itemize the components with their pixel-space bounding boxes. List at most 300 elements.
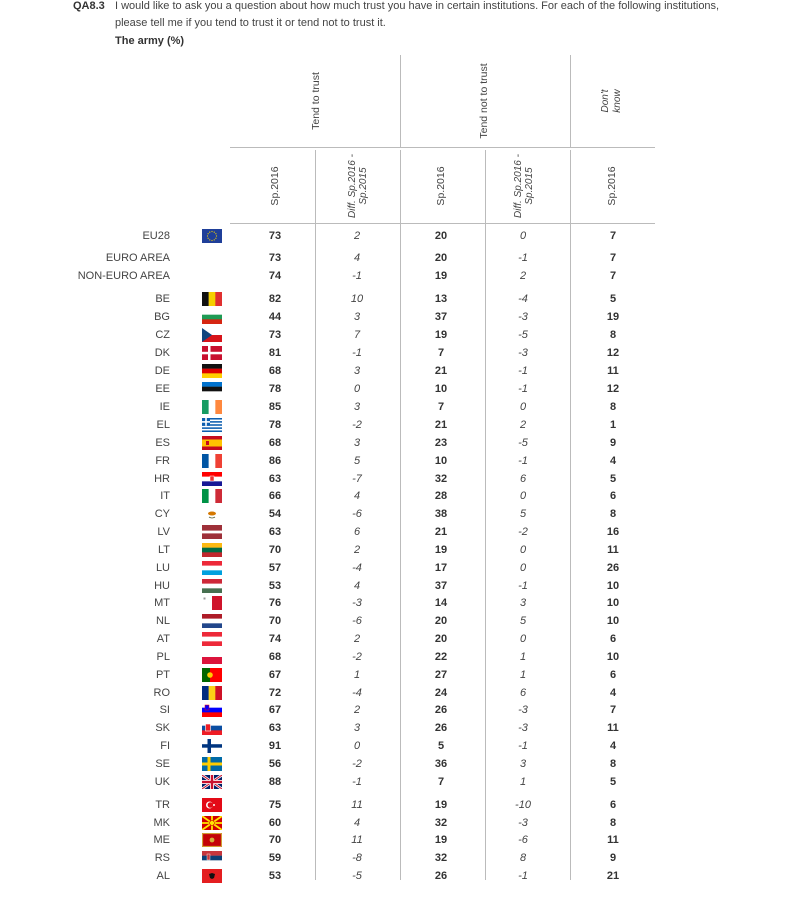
row-label: SK (155, 722, 170, 734)
table-row (0, 849, 795, 867)
flag-tr-icon (202, 798, 222, 812)
dont-know-sp2016: 5 (609, 293, 617, 305)
flag-lt-icon (202, 543, 222, 557)
table-row (0, 719, 795, 737)
question-text: I would like to ask you a question about how much trust you have in certain institutions. For each of the following institutions, please tell me if you tend to trust it or tend not to trust it. (115, 0, 720, 29)
not-trust-diff: -10 (515, 799, 531, 811)
dont-know-sp2016: 8 (609, 508, 617, 520)
row-label: PL (156, 651, 170, 663)
flag-lu-icon (202, 561, 222, 575)
trust-diff: 6 (353, 526, 361, 538)
trust-sp2016: 86 (268, 455, 282, 467)
dont-know-sp2016: 6 (609, 490, 617, 502)
row-label: MK (153, 817, 170, 829)
dont-know-sp2016: 7 (609, 252, 617, 264)
dont-know-sp2016: 6 (609, 799, 617, 811)
not-trust-diff: 6 (519, 473, 527, 485)
trust-diff: 2 (353, 633, 361, 645)
flag-el-icon (202, 418, 222, 432)
dont-know-sp2016: 6 (609, 669, 617, 681)
flag-cz-icon (202, 328, 222, 342)
header-sp2016: Sp.2016 (269, 166, 281, 206)
dont-know-sp2016: 4 (609, 687, 617, 699)
dont-know-sp2016: 4 (609, 740, 617, 752)
not-trust-sp2016: 38 (434, 508, 448, 520)
flag-at-icon (202, 632, 222, 646)
flag-se-icon (202, 757, 222, 771)
not-trust-sp2016: 19 (434, 544, 448, 556)
table-row (0, 541, 795, 559)
trust-diff: 4 (353, 817, 361, 829)
flag-it-icon (202, 489, 222, 503)
trust-sp2016: 85 (268, 401, 282, 413)
dont-know-sp2016: 10 (606, 651, 620, 663)
flag-rs-icon (202, 851, 222, 865)
question-id: QA8.3 (73, 0, 105, 12)
table-row (0, 594, 795, 612)
trust-sp2016: 78 (268, 383, 282, 395)
not-trust-diff: -3 (518, 311, 528, 323)
row-label: FR (155, 455, 170, 467)
dont-know-sp2016: 6 (609, 633, 617, 645)
flag-mt-icon (202, 596, 222, 610)
dont-know-sp2016: 26 (606, 562, 620, 574)
trust-diff: -2 (352, 651, 362, 663)
table-row (0, 612, 795, 630)
header-diff: Diff. Sp.2016 - Sp.2015 (513, 154, 535, 218)
row-label: EURO AREA (105, 252, 170, 264)
trust-diff: -1 (352, 347, 362, 359)
row-label: MT (154, 597, 170, 609)
table-row (0, 577, 795, 595)
flag-hr-icon (202, 472, 222, 486)
not-trust-sp2016: 7 (437, 401, 445, 413)
trust-diff: -1 (352, 776, 362, 788)
dont-know-sp2016: 21 (606, 870, 620, 882)
trust-sp2016: 67 (268, 704, 282, 716)
not-trust-sp2016: 7 (437, 347, 445, 359)
dont-know-sp2016: 16 (606, 526, 620, 538)
table-row (0, 470, 795, 488)
table-row (0, 362, 795, 380)
not-trust-sp2016: 24 (434, 687, 448, 699)
not-trust-sp2016: 23 (434, 437, 448, 449)
dont-know-sp2016: 8 (609, 401, 617, 413)
table-row (0, 267, 795, 285)
trust-diff: -1 (352, 270, 362, 282)
trust-diff: 3 (353, 311, 361, 323)
flag-eu-icon (202, 229, 222, 243)
table-row (0, 505, 795, 523)
not-trust-diff: -5 (518, 329, 528, 341)
row-label: AT (156, 633, 170, 645)
row-label: HU (154, 580, 170, 592)
not-trust-sp2016: 26 (434, 870, 448, 882)
not-trust-diff: -1 (518, 365, 528, 377)
row-label: DE (154, 365, 170, 377)
column-divider (400, 55, 401, 147)
trust-sp2016: 57 (268, 562, 282, 574)
not-trust-diff: 3 (519, 597, 527, 609)
trust-diff: 11 (351, 799, 363, 811)
trust-sp2016: 74 (268, 270, 282, 282)
not-trust-sp2016: 19 (434, 270, 448, 282)
trust-diff: 3 (353, 437, 361, 449)
not-trust-sp2016: 14 (434, 597, 448, 609)
not-trust-sp2016: 27 (434, 669, 448, 681)
header-sp2016: Sp.2016 (435, 166, 447, 206)
table-row (0, 867, 795, 885)
table-row (0, 701, 795, 719)
not-trust-diff: -1 (518, 740, 528, 752)
table-row (0, 559, 795, 577)
table-row (0, 380, 795, 398)
trust-sp2016: 68 (268, 365, 282, 377)
trust-sp2016: 74 (268, 633, 282, 645)
table-row (0, 416, 795, 434)
table-row (0, 523, 795, 541)
row-label: BE (155, 293, 170, 305)
not-trust-diff: -1 (518, 580, 528, 592)
not-trust-sp2016: 32 (434, 852, 448, 864)
table-row (0, 487, 795, 505)
trust-diff: -6 (352, 508, 362, 520)
not-trust-sp2016: 19 (434, 834, 448, 846)
flag-pt-icon (202, 668, 222, 682)
row-label: NL (155, 615, 170, 627)
not-trust-diff: -6 (518, 834, 528, 846)
dont-know-sp2016: 9 (609, 437, 617, 449)
not-trust-sp2016: 20 (434, 230, 448, 242)
row-label: NON-EURO AREA (77, 270, 170, 282)
flag-uk-icon (202, 775, 222, 789)
dont-know-sp2016: 5 (609, 776, 617, 788)
trust-sp2016: 63 (268, 526, 282, 538)
row-label: UK (154, 776, 170, 788)
trust-diff: -6 (352, 615, 362, 627)
dont-know-sp2016: 10 (606, 597, 620, 609)
not-trust-diff: 5 (519, 615, 527, 627)
not-trust-sp2016: 17 (434, 562, 448, 574)
row-label: IT (160, 490, 170, 502)
trust-sp2016: 68 (268, 437, 282, 449)
trust-diff: -4 (352, 562, 362, 574)
not-trust-sp2016: 5 (437, 740, 445, 752)
trust-sp2016: 53 (268, 870, 282, 882)
trust-diff: 0 (353, 740, 361, 752)
table-row (0, 666, 795, 684)
not-trust-diff: -3 (518, 722, 528, 734)
not-trust-diff: -3 (518, 817, 528, 829)
flag-be-icon (202, 292, 222, 306)
dont-know-sp2016: 1 (609, 419, 617, 431)
table-row (0, 684, 795, 702)
trust-diff: 5 (353, 455, 361, 467)
not-trust-sp2016: 7 (437, 776, 445, 788)
dont-know-sp2016: 8 (609, 817, 617, 829)
not-trust-sp2016: 20 (434, 633, 448, 645)
not-trust-diff: 6 (519, 687, 527, 699)
trust-sp2016: 73 (268, 329, 282, 341)
row-label: ES (155, 437, 170, 449)
trust-diff: 4 (353, 252, 361, 264)
not-trust-diff: 0 (519, 230, 527, 242)
table-row (0, 452, 795, 470)
not-trust-diff: 0 (519, 401, 527, 413)
not-trust-diff: -1 (518, 455, 528, 467)
dont-know-sp2016: 11 (607, 544, 619, 556)
flag-nl-icon (202, 614, 222, 628)
not-trust-diff: 2 (519, 270, 527, 282)
not-trust-sp2016: 19 (434, 799, 448, 811)
table-row (0, 755, 795, 773)
trust-diff: -2 (352, 758, 362, 770)
dont-know-sp2016: 7 (609, 704, 617, 716)
table-row (0, 398, 795, 416)
table-row (0, 630, 795, 648)
flag-dk-icon (202, 346, 222, 360)
row-label: CY (154, 508, 170, 520)
trust-sp2016: 66 (268, 490, 282, 502)
not-trust-sp2016: 22 (434, 651, 448, 663)
not-trust-diff: 0 (519, 490, 527, 502)
not-trust-diff: 5 (519, 508, 527, 520)
column-divider (570, 55, 571, 147)
trust-sp2016: 91 (268, 740, 282, 752)
not-trust-sp2016: 21 (434, 526, 448, 538)
trust-diff: -7 (352, 473, 362, 485)
not-trust-diff: 1 (519, 669, 527, 681)
trust-sp2016: 76 (268, 597, 282, 609)
trust-diff: 3 (353, 722, 361, 734)
header-rule (230, 147, 655, 148)
row-label: IE (159, 401, 170, 413)
trust-diff: 10 (350, 293, 364, 305)
table-row (0, 814, 795, 832)
dont-know-sp2016: 8 (609, 758, 617, 770)
table-row (0, 773, 795, 791)
trust-sp2016: 88 (268, 776, 282, 788)
trust-sp2016: 44 (268, 311, 282, 323)
header-rule (230, 223, 655, 224)
not-trust-sp2016: 32 (434, 473, 448, 485)
row-label: EE (155, 383, 170, 395)
flag-sk-icon (202, 721, 222, 735)
dont-know-sp2016: 11 (607, 722, 619, 734)
flag-lv-icon (202, 525, 222, 539)
table-subtitle: The army (%) (115, 35, 185, 47)
table-row (0, 290, 795, 308)
not-trust-sp2016: 20 (434, 252, 448, 264)
row-label: SE (155, 758, 170, 770)
dont-know-sp2016: 10 (606, 615, 620, 627)
row-label: HR (154, 473, 170, 485)
dont-know-sp2016: 12 (606, 383, 620, 395)
flag-me-icon (202, 833, 222, 847)
header-tend-to-trust: Tend to trust (310, 72, 322, 130)
row-label: RS (154, 852, 170, 864)
not-trust-sp2016: 20 (434, 615, 448, 627)
row-label: TR (155, 799, 170, 811)
table-row (0, 308, 795, 326)
flag-al-icon (202, 869, 222, 883)
dont-know-sp2016: 4 (609, 455, 617, 467)
not-trust-sp2016: 37 (434, 580, 448, 592)
trust-sp2016: 63 (268, 722, 282, 734)
row-label: EL (156, 419, 170, 431)
dont-know-sp2016: 12 (606, 347, 620, 359)
table-row (0, 227, 795, 245)
trust-sp2016: 70 (268, 834, 282, 846)
dont-know-sp2016: 11 (607, 834, 619, 846)
dont-know-sp2016: 7 (609, 230, 617, 242)
not-trust-sp2016: 10 (434, 455, 448, 467)
trust-diff: 1 (353, 669, 361, 681)
table-row (0, 249, 795, 267)
not-trust-diff: 1 (519, 651, 527, 663)
not-trust-sp2016: 28 (434, 490, 448, 502)
flag-cy-icon (202, 507, 222, 521)
row-label: SI (159, 704, 170, 716)
not-trust-diff: 2 (519, 419, 527, 431)
trust-sp2016: 54 (268, 508, 282, 520)
trust-diff: -3 (352, 597, 362, 609)
row-label: DK (154, 347, 170, 359)
dont-know-sp2016: 19 (606, 311, 620, 323)
header-sp2016: Sp.2016 (606, 166, 618, 206)
flag-si-icon (202, 703, 222, 717)
trust-diff: -8 (352, 852, 362, 864)
trust-diff: 2 (353, 230, 361, 242)
row-label: CZ (155, 329, 170, 341)
not-trust-diff: -4 (518, 293, 528, 305)
row-label: LT (157, 544, 170, 556)
trust-sp2016: 82 (268, 293, 282, 305)
trust-sp2016: 53 (268, 580, 282, 592)
not-trust-sp2016: 26 (434, 704, 448, 716)
dont-know-sp2016: 8 (609, 329, 617, 341)
dont-know-sp2016: 9 (609, 852, 617, 864)
row-label: EU28 (142, 230, 170, 242)
not-trust-sp2016: 36 (434, 758, 448, 770)
trust-sp2016: 60 (268, 817, 282, 829)
not-trust-diff: 3 (519, 758, 527, 770)
not-trust-diff: -3 (518, 347, 528, 359)
trust-diff: -5 (352, 870, 362, 882)
not-trust-diff: -2 (518, 526, 528, 538)
dont-know-sp2016: 11 (607, 365, 619, 377)
trust-diff: 4 (353, 580, 361, 592)
trust-sp2016: 70 (268, 544, 282, 556)
trust-sp2016: 72 (268, 687, 282, 699)
dont-know-sp2016: 5 (609, 473, 617, 485)
row-label: AL (156, 870, 170, 882)
row-label: PT (155, 669, 170, 681)
trust-diff: 0 (353, 383, 361, 395)
trust-sp2016: 75 (268, 799, 282, 811)
flag-pl-icon (202, 650, 222, 664)
not-trust-sp2016: 32 (434, 817, 448, 829)
trust-diff: -4 (352, 687, 362, 699)
flag-es-icon (202, 436, 222, 450)
trust-diff: 4 (353, 490, 361, 502)
table-row (0, 344, 795, 362)
flag-ie-icon (202, 400, 222, 414)
header-tend-not-to-trust: Tend not to trust (478, 63, 490, 139)
table-row (0, 648, 795, 666)
flag-ro-icon (202, 686, 222, 700)
flag-hu-icon (202, 579, 222, 593)
not-trust-diff: -5 (518, 437, 528, 449)
trust-sp2016: 67 (268, 669, 282, 681)
dont-know-sp2016: 7 (609, 270, 617, 282)
table-row (0, 434, 795, 452)
not-trust-diff: 0 (519, 544, 527, 556)
row-label: ME (153, 834, 170, 846)
not-trust-diff: 0 (519, 562, 527, 574)
trust-diff: 3 (353, 401, 361, 413)
not-trust-diff: 1 (519, 776, 527, 788)
trust-sp2016: 63 (268, 473, 282, 485)
not-trust-diff: -1 (518, 870, 528, 882)
trust-diff: 2 (353, 704, 361, 716)
row-label: BG (154, 311, 170, 323)
not-trust-diff: 0 (519, 633, 527, 645)
trust-diff: 11 (351, 834, 363, 846)
trust-sp2016: 78 (268, 419, 282, 431)
header-dont-know: Don't know (600, 89, 623, 113)
flag-mk-icon (202, 816, 222, 830)
row-label: LU (155, 562, 170, 574)
row-label: RO (153, 687, 170, 699)
not-trust-diff: 8 (519, 852, 527, 864)
table-row (0, 737, 795, 755)
trust-sp2016: 73 (268, 252, 282, 264)
not-trust-sp2016: 21 (434, 419, 448, 431)
flag-fi-icon (202, 739, 222, 753)
trust-diff: 7 (353, 329, 361, 341)
header-diff: Diff. Sp.2016 - Sp.2015 (347, 154, 369, 218)
not-trust-sp2016: 26 (434, 722, 448, 734)
trust-sp2016: 70 (268, 615, 282, 627)
trust-sp2016: 56 (268, 758, 282, 770)
not-trust-sp2016: 10 (434, 383, 448, 395)
trust-sp2016: 59 (268, 852, 282, 864)
trust-sp2016: 73 (268, 230, 282, 242)
row-label: LV (157, 526, 170, 538)
not-trust-diff: -1 (518, 252, 528, 264)
table-row (0, 326, 795, 344)
table-row (0, 831, 795, 849)
trust-diff: -2 (352, 419, 362, 431)
flag-bg-icon (202, 310, 222, 324)
not-trust-sp2016: 13 (434, 293, 448, 305)
not-trust-diff: -1 (518, 383, 528, 395)
flag-ee-icon (202, 382, 222, 396)
dont-know-sp2016: 10 (606, 580, 620, 592)
trust-sp2016: 68 (268, 651, 282, 663)
not-trust-sp2016: 37 (434, 311, 448, 323)
flag-fr-icon (202, 454, 222, 468)
not-trust-sp2016: 21 (434, 365, 448, 377)
not-trust-diff: -3 (518, 704, 528, 716)
trust-diff: 2 (353, 544, 361, 556)
not-trust-sp2016: 19 (434, 329, 448, 341)
trust-diff: 3 (353, 365, 361, 377)
table-row (0, 796, 795, 814)
trust-sp2016: 81 (268, 347, 282, 359)
row-label: FI (160, 740, 170, 752)
